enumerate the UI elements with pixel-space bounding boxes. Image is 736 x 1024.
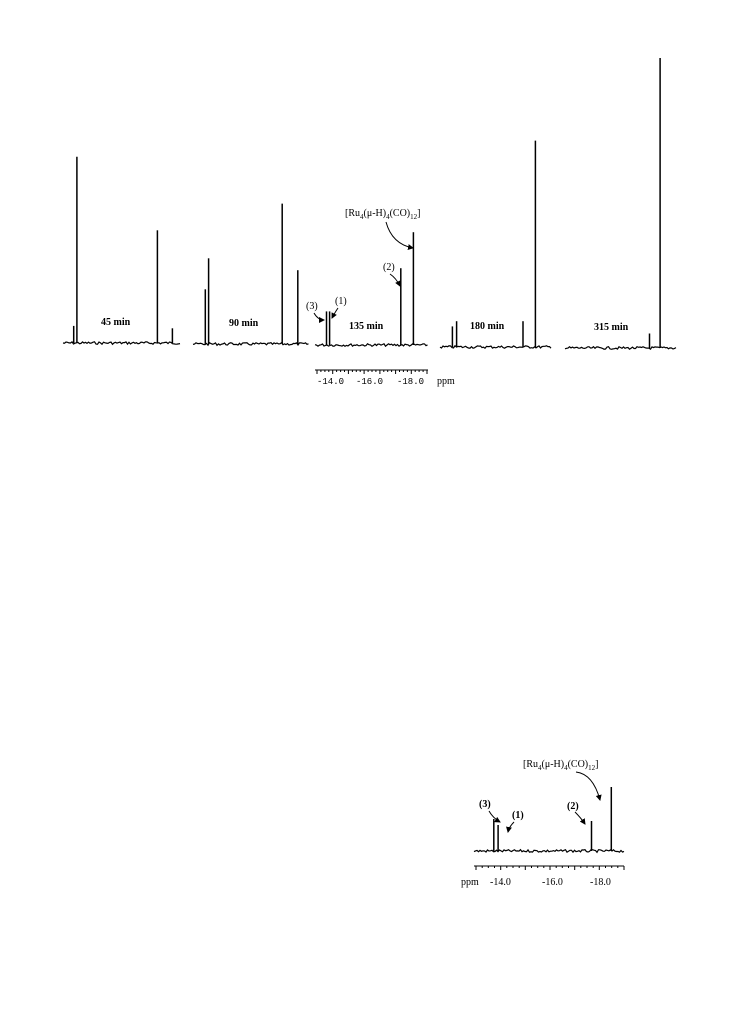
panel-3-arrow-1 [332,308,338,318]
panel-3-arrow-2 [390,274,400,286]
panel-3-time-label: 135 min [349,321,384,332]
inset-label-1: (1) [512,810,524,821]
panel-3-label-3: (3) [306,301,318,312]
panel-3-ru-label: $[Ru_4(\mu-H)_4(CO)_{12}]$ [345,208,421,221]
inset-arrow-ru [576,772,600,800]
spectra-layer [63,58,676,852]
inset-tick-label: -18.0 [590,877,611,888]
panel-3-baseline [315,344,428,347]
inset-baseline [474,850,624,853]
inset-axis-unit: ppm [461,877,479,888]
panel-3-tick-label: -18.0 [397,377,425,387]
panel-3-label-2: (2) [383,262,395,273]
inset-tick-label: -16.0 [542,877,563,888]
panel-1-time-label: 45 min [101,317,131,328]
panel-3-arrow-ru [386,222,413,248]
inset-tick-label: -14.0 [490,877,511,888]
panel-5-time-label: 315 min [594,322,629,333]
panel-3-tick-label: -14.0 [317,377,345,387]
inset-arrow-2 [575,812,585,824]
panel-4-time-label: 180 min [470,321,505,332]
inset-label-2: (2) [567,801,579,812]
inset-axis-ticks [476,866,624,870]
panel-3-tick-label: -16.0 [356,377,384,387]
panel-2-baseline [193,343,309,346]
inset-ru-label: $[Ru_4(\mu-H)_4(CO)_{12}]$ [523,759,599,772]
panel-3-label-1: (1) [335,296,347,307]
inset-label-3: (3) [479,799,491,810]
inset-arrow-1 [508,822,514,832]
panel-1-baseline [63,342,180,345]
panel-3-axis-ticks [317,370,427,374]
panel-3-arrow-3 [314,313,324,320]
panel-3-axis-unit: ppm [437,376,455,387]
panel-2-time-label: 90 min [229,318,259,329]
